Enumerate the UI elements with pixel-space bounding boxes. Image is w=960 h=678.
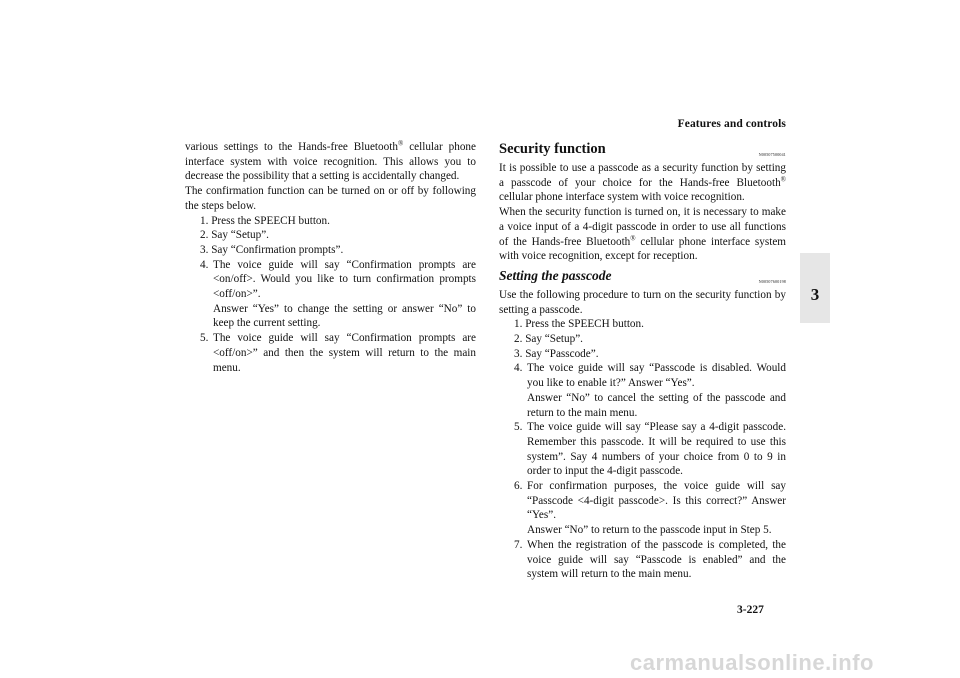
- intro-paragraph: various settings to the Hands-free Bluetooth® cellular phone interface system with voice recognition. This allows you to decrease the possibility that a setting is accidentally changed.: [185, 139, 476, 183]
- list-item: 3. Say “Confirmation prompts”.: [200, 243, 344, 256]
- list-item: 4. The voice guide will say “Passcode is disabled. Would you like to enable it?” Answer “Yes”. Answer “No” to cancel the setting of the passcode and return to the main menu.: [514, 362, 786, 419]
- list-item: 1. Press the SPEECH button.: [200, 214, 330, 227]
- list-item: 3. Say “Passcode”.: [514, 347, 599, 360]
- passcode-paragraph: Use the following procedure to turn on the security function by setting a passcode.: [499, 288, 786, 316]
- confirmation-steps: [185, 214, 476, 376]
- section-heading-security: Security function N00507500041: [499, 140, 786, 161]
- list-item: 5. The voice guide will say “Confirmation prompts are <off/on>” and then the system will return to the main menu.: [200, 332, 476, 374]
- passcode-steps: [499, 317, 786, 582]
- security-paragraph-1: It is possible to use a passcode as a security function by setting a passcode of your choice for the Hands-free Bluetooth® cellular phone interface system with voice recognition.: [499, 162, 786, 204]
- security-paragraph-2: When the security function is turned on, it is necessary to make a voice input of a 4-digit passcode in order to use all functions of the Hands-free Bluetooth® cellular phone interface system with voice recognition, except for reception.: [499, 206, 786, 263]
- chapter-tab: [800, 253, 830, 323]
- list-item: 2. Say “Setup”.: [514, 333, 583, 346]
- left-column: [185, 140, 476, 375]
- registered-mark: ®: [780, 174, 786, 183]
- registered-mark: ®: [630, 233, 636, 242]
- watermark: carmanualsonline.info: [630, 650, 874, 675]
- registered-mark: ®: [397, 139, 404, 148]
- section-code: N00507600198: [758, 278, 786, 284]
- running-header: Features and controls: [677, 118, 786, 130]
- list-item: 6. For confirmation purposes, the voice guide will say “Passcode <4-digit passcode>. Is this correct?” Answer “Yes”. Answer “No” to return to the passcode input in Step 5.: [514, 480, 786, 537]
- list-item: 7. When the registration of the passcode is completed, the voice guide will say “Passcode is enabled” and the system will return to the main menu.: [514, 538, 786, 581]
- page-number: 3-227: [737, 604, 764, 616]
- list-item: 5. The voice guide will say “Please say a 4-digit passcode. Remember this passcode. It will be required to use this system”. Say 4 numbers of your choice from 0 to 9 in order to input the 4-digit passcode.: [514, 421, 786, 478]
- section-code: N00507500041: [758, 152, 786, 157]
- right-column: [499, 140, 786, 582]
- chapter-number: 3: [810, 285, 820, 304]
- list-item: 1. Press the SPEECH button.: [514, 318, 644, 331]
- list-item: 4. The voice guide will say “Confirmation prompts are <on/off>. Would you like to turn confirmation prompts <off/on>”. Answer “Yes” to change the setting or answer “No” to keep the current setting.: [200, 258, 476, 330]
- instruction-paragraph: The confirmation function can be turned on or off by following the steps below.: [185, 185, 476, 212]
- list-item: 2. Say “Setup”.: [200, 229, 269, 242]
- section-heading-passcode: Setting the passcode N00507600198: [499, 267, 786, 288]
